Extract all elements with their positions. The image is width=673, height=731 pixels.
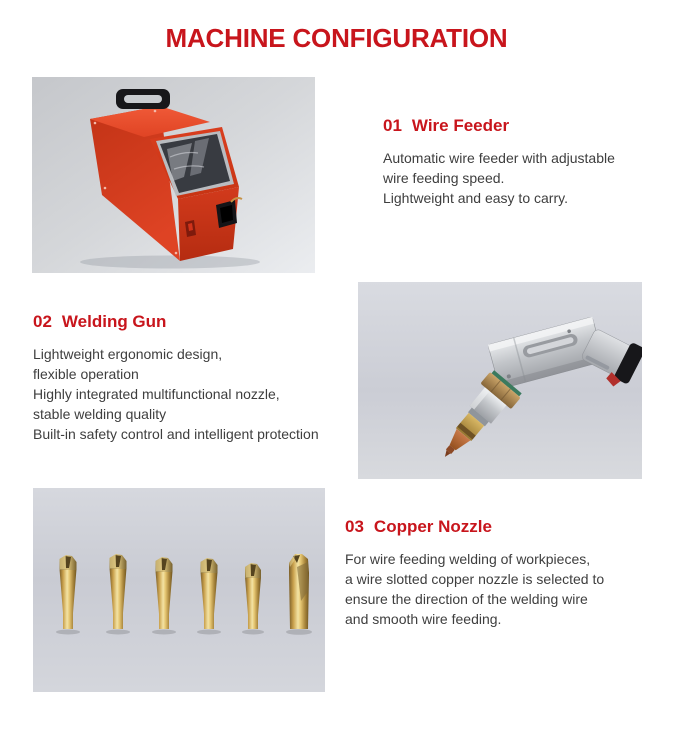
photo-background (33, 488, 325, 692)
nozzle-6 (286, 554, 312, 635)
section-line: Lightweight ergonomic design, (33, 346, 223, 362)
section-title: Welding Gun (61, 312, 167, 331)
section-welding-gun (33, 312, 378, 444)
section-line: stable welding quality (33, 406, 167, 422)
nozzle-shadow (197, 630, 221, 635)
section-line: Built-in safety control and intelligent protection (33, 426, 319, 442)
welding-gun-illustration (358, 282, 642, 479)
section-line: Highly integrated multifunctional nozzle, (33, 386, 280, 402)
nozzle-shadow (56, 630, 80, 635)
section-wire-feeder (383, 116, 653, 208)
nozzle-shadow (106, 630, 130, 635)
carry-handle-gap (124, 95, 162, 103)
machine-shadow (80, 256, 260, 269)
section-line: Lightweight and easy to carry. (383, 190, 568, 206)
section-number: 02 (33, 312, 52, 331)
section-heading (33, 312, 378, 332)
wire-feeder-photo (32, 77, 315, 273)
section-line: a wire slotted copper nozzle is selected to (345, 571, 605, 587)
screw (94, 122, 97, 125)
section-title: Copper Nozzle (373, 517, 492, 536)
section-line: wire feeding speed. (383, 170, 505, 186)
screw (175, 252, 178, 255)
section-number: 01 (383, 116, 402, 135)
screw (154, 110, 157, 113)
section-title: Wire Feeder (411, 116, 510, 135)
connector-port-inner (220, 205, 233, 223)
section-line: and smooth wire feeding. (345, 611, 502, 627)
nozzle-shadow (242, 630, 264, 635)
welding-gun-photo (358, 282, 642, 479)
section-line: flexible operation (33, 366, 139, 382)
section-heading (345, 517, 660, 537)
nozzle-shadow (286, 629, 312, 635)
nozzle-shadow (152, 630, 176, 635)
section-line: Automatic wire feeder with adjustable (383, 150, 615, 166)
copper-nozzle-illustration (33, 488, 325, 692)
wire-feeder-illustration (32, 77, 315, 273)
screw (104, 187, 107, 190)
section-number: 03 (345, 517, 364, 536)
section-line: For wire feeding welding of workpieces, (345, 551, 591, 567)
copper-nozzle-photo (33, 488, 325, 692)
section-line: ensure the direction of the welding wire (345, 591, 588, 607)
section-heading (383, 116, 653, 136)
section-copper-nozzle (345, 517, 660, 629)
page-title: MACHINE CONFIGURATION (165, 23, 508, 53)
